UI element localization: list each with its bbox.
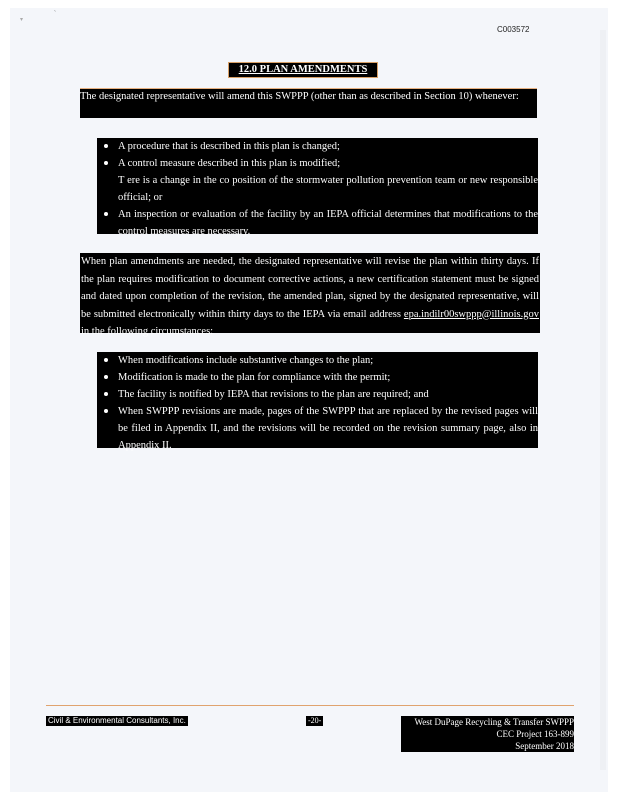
footer-project-info — [401, 716, 574, 752]
page-number: -20- — [308, 716, 322, 725]
iepa-email-link[interactable]: epa.indilr00swppp@illinois.gov — [403, 308, 539, 320]
footer-project-number: CEC Project 163-899 — [496, 729, 574, 739]
bullet-icon — [104, 161, 108, 165]
bullet-list-1 — [97, 138, 538, 237]
document-id: C003572 — [497, 25, 530, 34]
list-item: When modifications include substantive changes to the plan; — [97, 352, 538, 369]
list-item: An inspection or evaluation of the facility by an IEPA official determines that modifications to the control measures are necessary. — [97, 206, 538, 240]
list-item: A procedure that is described in this plan is changed; — [97, 138, 538, 155]
footer-company: Civil & Environmental Consultants, Inc. — [48, 716, 186, 725]
bullet-icon — [104, 392, 108, 396]
list-item: T ere is a change in the co position of the stormwater pollution prevention team or new responsible official; or — [118, 175, 538, 203]
bullet-icon — [104, 144, 108, 148]
bullet-icon — [104, 375, 108, 379]
amendment-paragraph: When plan amendments are needed, the designated representative will revise the plan within thirty days. If the plan requires modification to document corrective actions, a new certification statement must be signed and dated upon completion of the revision, the amended plan, signed by the designated representative, will be submitted electronically within thirty days to the IEPA via email address epa.indilr00swppp@illinois.gov in the following circumstances: — [80, 253, 540, 333]
footer-divider — [46, 705, 574, 706]
scan-mark: ` — [54, 11, 56, 17]
section-title: 12.0 PLAN AMENDMENTS — [228, 62, 378, 78]
intro-paragraph: The designated representative will amend this SWPPP (other than as described in Section 10) whenever: — [80, 89, 537, 118]
scan-mark-2: ▾ — [20, 17, 24, 23]
footer-date: September 2018 — [515, 741, 574, 751]
list-item: A control measure described in this plan is modified; — [97, 155, 538, 172]
bullet-icon — [104, 409, 108, 413]
footer-project-title: West DuPage Recycling & Transfer SWPPP — [414, 717, 574, 727]
list-item: When SWPPP revisions are made, pages of the SWPPP that are replaced by the revised pages will be filed in Appendix II, and the revisions will be recorded on the revision summary page, also in Appendix II. — [97, 403, 538, 454]
list-item: Modification is made to the plan for compliance with the permit; — [97, 369, 538, 386]
bullet-icon — [104, 358, 108, 362]
list-item: The facility is notified by IEPA that revisions to the plan are required; and — [97, 386, 538, 403]
bullet-icon — [104, 212, 108, 216]
bullet-list-2 — [97, 352, 538, 451]
page-edge — [600, 30, 606, 770]
